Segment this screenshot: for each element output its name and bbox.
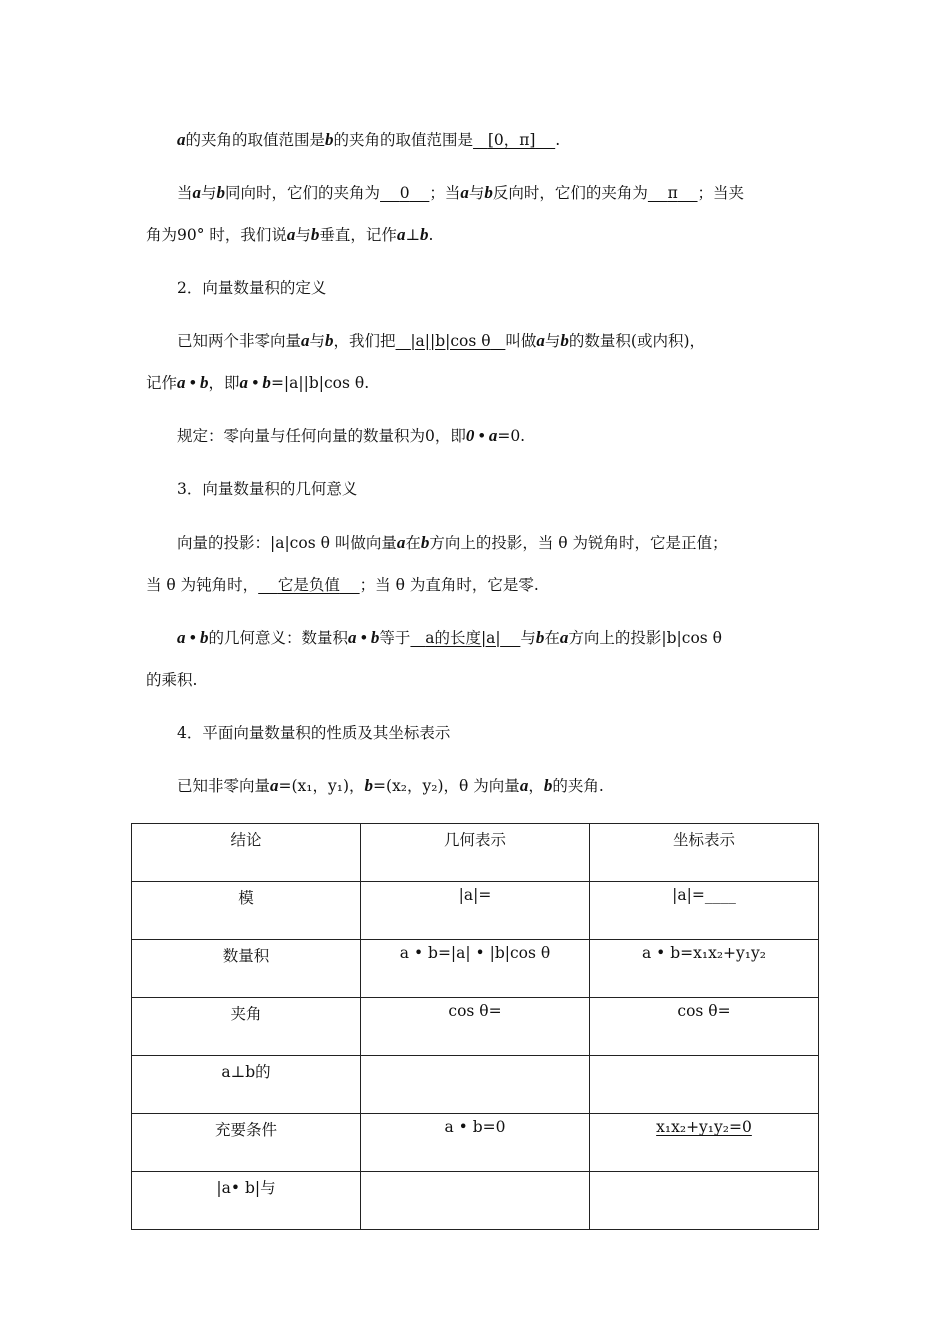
fill-blank: [0，π] [487, 131, 536, 149]
table-header: 几何表示 [361, 824, 590, 882]
paragraph-zero-rule: 规定：零向量与任何向量的数量积为0，即0 • a=0. [177, 426, 526, 445]
table-row [132, 1172, 819, 1230]
fill-blank: 它是负值 [277, 576, 340, 594]
section-heading-3: 3．向量数量积的几何意义 [177, 480, 358, 498]
table-cell: 夹角 [132, 998, 361, 1056]
table-row [132, 1056, 819, 1114]
table-cell: a • b=0 [361, 1114, 590, 1172]
paragraph-obtuse: 当 θ 为钝角时， 它是负值 ；当 θ 为直角时，它是零. [146, 576, 539, 594]
section-heading-2: 2．向量数量积的定义 [177, 279, 327, 297]
table-cell [590, 1172, 819, 1230]
table-cell: 数量积 [132, 940, 361, 998]
table-header-row [132, 824, 819, 882]
paragraph-notation: 记作a • b，即a • b=|a||b|cos θ. [146, 373, 370, 392]
paragraph-geometric-meaning: a • b的几何意义：数量积a • b等于 a的长度|a| 与b在a方向上的投影|b|cos θ [177, 628, 722, 647]
table-cell: |a|=____ [590, 882, 819, 940]
table-cell: |a• b|与 [132, 1172, 361, 1230]
table-cell: cos θ= [590, 998, 819, 1056]
properties-table [131, 823, 819, 1230]
table-cell: cos θ= [361, 998, 590, 1056]
paragraph-same-direction: 当a与b同向时，它们的夹角为 0 ；当a与b反向时，它们的夹角为 π ；当夹 [177, 183, 745, 202]
fill-blank: |a||b|cos θ [410, 332, 491, 350]
table-cell: 模 [132, 882, 361, 940]
table-cell [361, 1172, 590, 1230]
text: 的夹角的取值范围是 [333, 131, 474, 149]
paragraph-definition: 已知两个非零向量a与b，我们把 |a||b|cos θ 叫做a与b的数量积(或内积)， [177, 331, 706, 350]
fill-blank: a的长度|a| [425, 629, 501, 647]
table-header: 结论 [132, 824, 361, 882]
text: 的夹角的取值范围是 [185, 131, 326, 149]
table-row [132, 940, 819, 998]
paragraph-coordinates: 已知非零向量a=(x₁，y₁)，b=(x₂，y₂)，θ 为向量a，b的夹角. [177, 776, 604, 795]
table-cell [590, 1056, 819, 1114]
table-cell: |a|= [361, 882, 590, 940]
fill-blank: 0 [399, 184, 410, 202]
table-cell: a⊥b的 [132, 1056, 361, 1114]
paragraph-product: 的乘积. [146, 671, 198, 689]
paragraph-angle-range: a的夹角的取值范围是b的夹角的取值范围是 [0，π] . [177, 130, 561, 149]
table-cell: a • b=|a| • |b|cos θ [361, 940, 590, 998]
table-cell: 充要条件 [132, 1114, 361, 1172]
table-row [132, 1114, 819, 1172]
table-cell [361, 1056, 590, 1114]
table-cell: x₁x₂+y₁y₂=0 [590, 1114, 819, 1172]
table-cell: a • b=x₁x₂+y₁y₂ [590, 940, 819, 998]
table-row [132, 882, 819, 940]
table-header: 坐标表示 [590, 824, 819, 882]
table-row [132, 998, 819, 1056]
fill-blank: π [667, 184, 678, 202]
paragraph-projection: 向量的投影：|a|cos θ 叫做向量a在b方向上的投影，当 θ 为锐角时，它是正值； [177, 533, 728, 552]
section-heading-4: 4．平面向量数量积的性质及其坐标表示 [177, 724, 451, 742]
paragraph-perpendicular: 角为90° 时，我们说a与b垂直，记作a⊥b. [146, 225, 434, 244]
